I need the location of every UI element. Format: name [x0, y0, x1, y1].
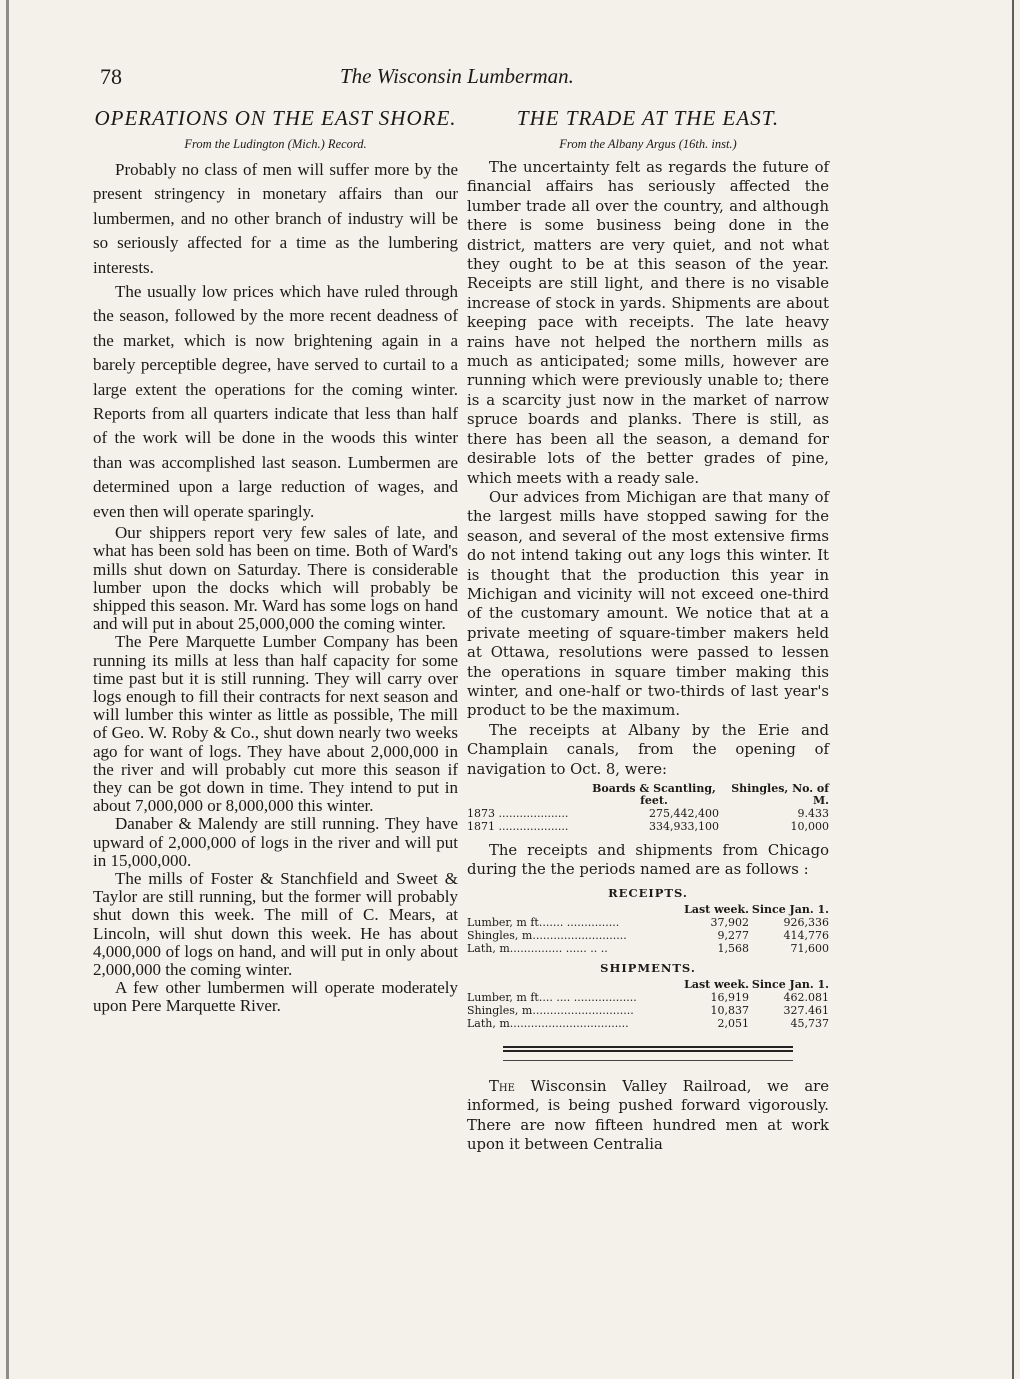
paragraph: The mills of Foster & Stanchfield and Sweet & Taylor are still running, but the former will probably shut down this week. The mill of C. Mears, at Lincoln, will shut down this week. He has about 4,000,000 of logs on hand, and will put in only about 2,000,000 the coming winter.	[93, 868, 458, 979]
left-body	[93, 158, 458, 1016]
section-divider	[503, 1046, 793, 1052]
row-value: 2,051	[717, 1016, 749, 1030]
row-value: 16,919	[710, 990, 749, 1004]
table-row	[467, 929, 829, 942]
paragraph: Our shippers report very few sales of late, and what has been sold has been on time. Both of Ward's mills shut down on Saturday. There is considerable lumber upon the docks which will probably be shipped this season. Mr. Ward has some logs on hand and will put in about 25,000,000 the coming winter.	[93, 523, 458, 634]
paragraph: The uncertainty felt as regards the future of financial affairs has seriously affected the lumber trade all over the country, and although there is some business being done in the district, matters are very quiet, and not what they ought to be at this season of the year. Receipts are still light, and there is no visable increase of stock in yards. Shipments are about keeping pace with receipts. The late heavy rains have not helped the northern mills as much as anticipated; some mills, however are running which were previously unable to; there is a scarcity just now in the market of narrow spruce boards and planks. There is still, as there has been all the season, a demand for desirable lots of the better grades of pine, which meets with a ready sale.	[467, 159, 829, 487]
row-value: 71,600	[790, 941, 829, 955]
paragraph: Our advices from Michigan are that many of the largest mills have stopped sawing for the season, and several of the most extensive firms do not intend taking out any logs this winter. It is thought that the production this year in Michigan and vicinity will not exceed one-third of the customary amount. We notice that at a private meeting of square-timber makers held at Ottawa, resolutions were passed to lessen the operations in square timber making this winter, and one-half or two-thirds of last year's product to be the maximum.	[467, 488, 829, 720]
row-label: 1871 ....................	[467, 820, 569, 833]
table-title: RECEIPTS.	[608, 885, 688, 900]
row-value: 37,902	[710, 915, 749, 929]
table-header	[467, 904, 829, 916]
paragraph: The usually low prices which have ruled through the season, followed by the more recent deadness of the market, which is now brightening again in a barely perceptible degree, have served to curtail to a large extent the operations for the coming winter. Reports from all quarters indicate that less than half of the work will be done in the woods this winter than was accomplished last season. Lumbermen are determined upon a large reduction of wages, and even then will operate sparingly.	[93, 282, 458, 521]
column-header: Last week.	[684, 977, 749, 991]
row-label: Lumber, m ft....... ...............	[467, 915, 620, 929]
left-source: From the Ludington (Mich.) Record.	[184, 137, 367, 151]
row-value: 327.461	[783, 1003, 829, 1017]
row-value: 334,933,100	[649, 820, 719, 833]
row-value: 462.081	[783, 990, 829, 1004]
column-header: Boards & Scantling, feet.	[592, 782, 716, 807]
row-label: Shingles, m...........................	[467, 928, 627, 942]
right-source: From the Albany Argus (16th. inst.)	[559, 137, 737, 151]
right-body	[467, 158, 829, 1154]
paragraph: The Pere Marquette Lumber Company has been running its mills at less than half capacity for some time past but it is still running. They will carry over logs enough to fill their contracts for next season and will lumber this winter as little as possible, The mill of Geo. W. Roby & Co., shut down nearly two weeks ago for want of logs. They have about 2,000,000 in the river and will probably cut more this season if they can be got down in time. They intend to put in about 7,000,000 or 8,000,000 this winter.	[93, 632, 458, 816]
row-value: 414,776	[783, 928, 829, 942]
albany-receipts-table	[467, 783, 829, 833]
table-row	[467, 820, 829, 833]
paragraph: The receipts at Albany by the Erie and Champlain canals, from the opening of navigation to Oct. 8, were:	[467, 721, 829, 778]
row-value: 45,737	[790, 1016, 829, 1030]
row-value: 9.433	[797, 807, 829, 820]
paragraph: Probably no class of men will suffer more by the present stringency in monetary affairs than our lumbermen, and no other branch of industry will be so seriously affected for a time as the lumbering interests.	[93, 160, 458, 277]
paragraph	[467, 1077, 829, 1155]
paragraph: The receipts and shipments from Chicago during the the periods named are as follows :	[467, 842, 829, 879]
running-title: The Wisconsin Lumberman.	[340, 64, 574, 88]
table-row	[467, 807, 829, 820]
table-row	[467, 1004, 829, 1017]
row-value: 9,277	[717, 928, 749, 942]
table-row	[467, 942, 829, 955]
row-label: Lath, m............... ...... .. ..	[467, 941, 608, 955]
paragraph: Danaber & Malendy are still running. They have upward of 2,000,000 of logs in the river and will put in 15,000,000.	[93, 814, 458, 870]
paragraph-text: Wisconsin Valley Railroad, we are informed, is being pushed forward vigorously. There are now fifteen hundred men at work upon it between Centralia	[467, 1077, 829, 1154]
row-label: Shingles, m.............................	[467, 1003, 634, 1017]
row-value: 275,442,400	[649, 807, 719, 820]
row-value: 1,568	[717, 941, 749, 955]
chicago-receipts-table	[467, 886, 829, 1030]
page-edge-left	[6, 0, 9, 1379]
row-label: Lath, m..................................	[467, 1016, 629, 1030]
table-row	[467, 991, 829, 1004]
table-row	[467, 1017, 829, 1030]
column-header: Shingles, No. of M.	[731, 782, 829, 807]
paragraph: A few other lumbermen will operate moderately upon Pere Marquette River.	[93, 978, 458, 1016]
table-header	[467, 783, 829, 807]
table-title: SHIPMENTS.	[600, 960, 696, 975]
right-article	[467, 106, 829, 1154]
table-row	[467, 916, 829, 929]
lead-word: The	[489, 1077, 515, 1095]
page-edge-right	[1012, 0, 1014, 1379]
row-value: 926,336	[783, 915, 829, 929]
section-divider-thin	[503, 1060, 793, 1061]
column-header: Last week.	[684, 902, 749, 916]
left-headline: OPERATIONS ON THE EAST SHORE.	[94, 106, 457, 130]
row-label: Lumber, m ft.... .... ..................	[467, 990, 637, 1004]
row-label: 1873 ....................	[467, 807, 569, 820]
row-value: 10,000	[790, 820, 829, 833]
right-headline: THE TRADE AT THE EAST.	[516, 106, 780, 130]
column-header: Since Jan. 1.	[751, 977, 829, 991]
page-number: 78	[100, 64, 122, 89]
table-header	[467, 979, 829, 991]
column-header: Since Jan. 1.	[751, 902, 829, 916]
left-article	[93, 106, 458, 1016]
row-value: 10,837	[710, 1003, 749, 1017]
